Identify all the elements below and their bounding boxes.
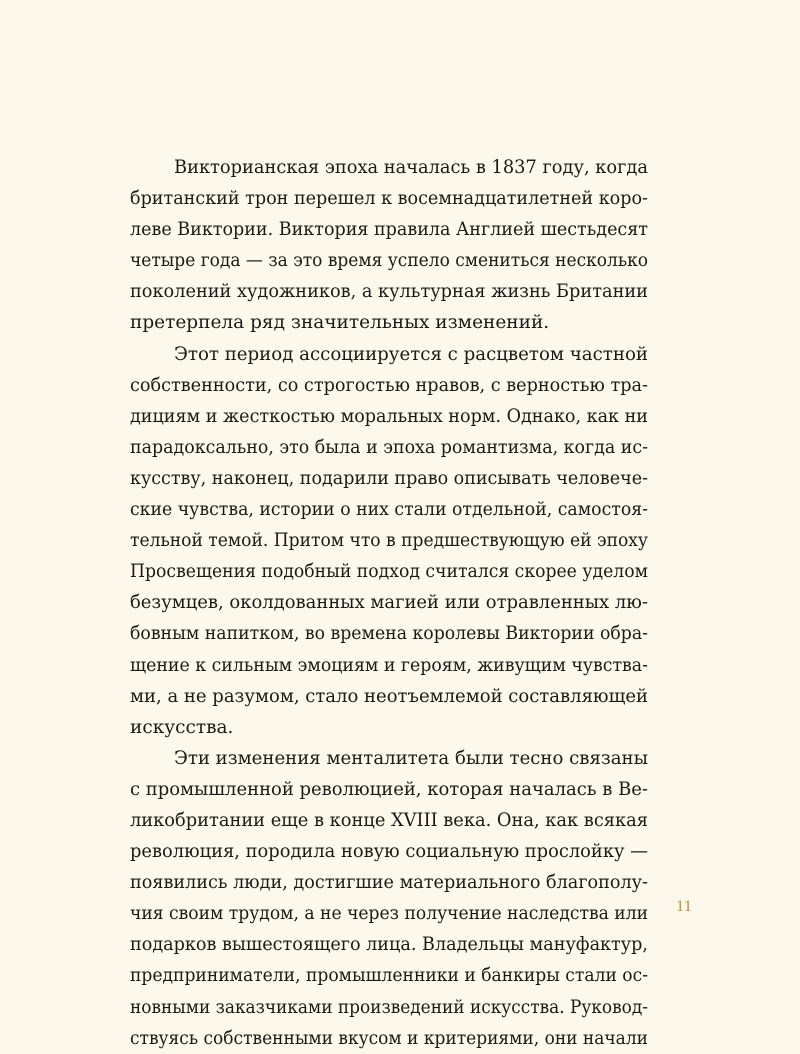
paragraph-1 [130,152,648,339]
text-line: щение к сильным эмоциям и героям, живущим чувства- [130,654,648,676]
page-number: 11 [676,898,693,915]
text-line: с промышленной революцией, которая началась в Ве- [130,778,648,800]
text-line: тельной темой. Притом что в предшествующую ей эпоху [130,530,648,552]
text-line: Викторианская эпоха началась в 1837 году, когда [174,157,648,178]
text-line: претерпела ряд значительных изменений. [130,312,550,334]
text-line: британский трон перешел к восемнадцатилетней коро- [130,188,648,210]
paragraph-3 [130,743,648,1054]
paragraph-2 [130,339,648,743]
text-line: четыре года — за это время успело смениться несколько [130,250,648,272]
text-line: леве Виктории. Виктория правила Англией шестьдесят [130,219,648,241]
text-line: кусству, наконец, подарили право описывать человече- [130,467,648,489]
text-line: парадоксально, это была и эпоха романтизма, когда ис- [130,436,648,458]
text-line: поколений художников, а культурная жизнь Британии [130,281,648,303]
text-line: бовным напитком, во времена королевы Виктории обра- [130,623,648,645]
text-line: собственности, со строгостью нравов, с верностью тра- [130,374,648,396]
text-line: предприниматели, промышленники и банкиры стали ос- [130,965,648,987]
text-line: Просвещения подобный подход считался скорее уделом [130,561,648,583]
text-line: ствуясь собственными вкусом и критериями, они начали [130,1027,648,1049]
text-line: дициям и жесткостью моральных норм. Однако, как ни [130,405,648,427]
body-text [130,152,648,1054]
text-line: подарков вышестоящего лица. Владельцы мануфактур, [130,934,648,956]
text-line: Эти изменения менталитета были тесно связаны [174,747,648,769]
text-line: безумцев, околдованных магией или отравленных лю- [130,592,648,614]
text-line: чия своим трудом, а не через получение наследства или [130,903,648,925]
text-line: появились люди, достигшие материального благополу- [130,872,648,894]
text-line: революция, породила новую социальную прослойку — [130,841,648,863]
text-line: новными заказчиками произведений искусства. Руковод- [130,996,648,1018]
text-line: искусства. [130,716,234,738]
text-line: ские чувства, истории о них стали отдельной, самостоя- [130,499,648,521]
text-line: Этот период ассоциируется с расцветом частной [174,343,648,365]
text-line: ми, а не разумом, стало неотъемлемой составляющей [130,685,648,707]
text-line: ликобритании еще в конце XVIII века. Она, как всякая [130,809,648,831]
